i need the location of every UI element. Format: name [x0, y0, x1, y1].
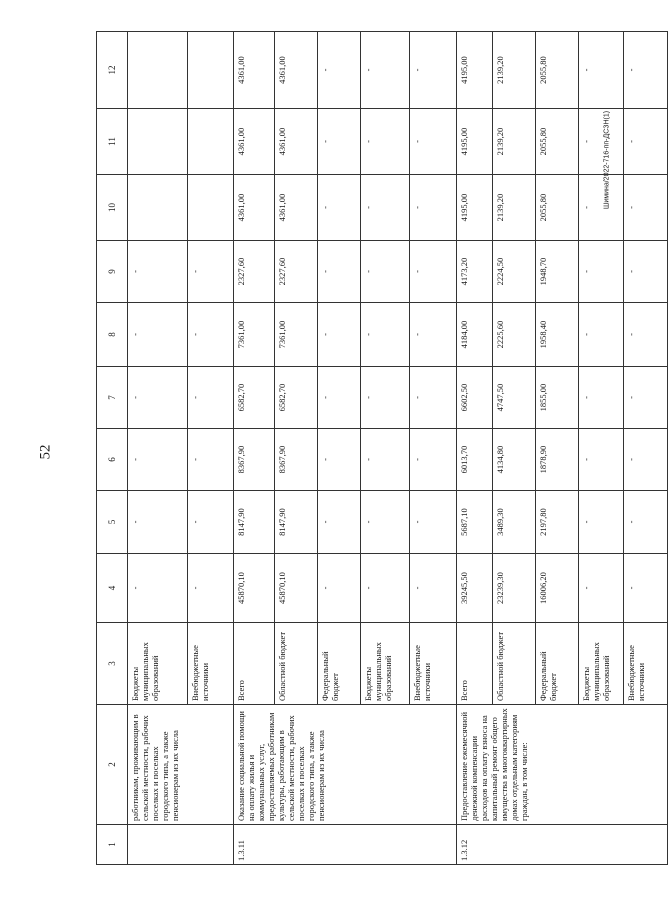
value-cell: - — [318, 109, 361, 175]
header-cell: 8 — [97, 303, 128, 367]
value-cell: - — [410, 241, 457, 303]
value-cell: - — [624, 554, 668, 623]
value-cell: - — [410, 109, 457, 175]
value-cell: - — [361, 429, 410, 491]
value-cell: - — [624, 109, 668, 175]
value-cell: 4173,20 — [457, 241, 493, 303]
value-cell: - — [361, 109, 410, 175]
value-cell — [188, 175, 234, 241]
value-cell: - — [624, 303, 668, 367]
value-cell: - — [410, 429, 457, 491]
table-row — [457, 32, 493, 865]
value-cell: 45870,10 — [275, 554, 318, 623]
value-cell: - — [624, 32, 668, 109]
value-cell: - — [188, 491, 234, 554]
value-cell: 4361,00 — [275, 175, 318, 241]
value-cell: 4184,00 — [457, 303, 493, 367]
value-cell: 2224,50 — [493, 241, 536, 303]
value-cell: - — [579, 491, 624, 554]
item-number-cell: 1.3.12 — [457, 825, 668, 865]
value-cell: 6013,70 — [457, 429, 493, 491]
value-cell: 7361,00 — [234, 303, 275, 367]
value-cell: - — [188, 303, 234, 367]
item-number-cell: 1.3.11 — [234, 825, 457, 865]
funding-source-cell: Всего — [234, 623, 275, 705]
value-cell: - — [361, 32, 410, 109]
funding-source-cell: Федеральный бюджет — [536, 623, 579, 705]
value-cell: - — [361, 554, 410, 623]
document-code: Шимина/2022-716-пп-ДСЗН(1) — [603, 110, 611, 210]
table-row — [234, 32, 275, 865]
funding-source-cell: Бюджеты муниципальных образований — [579, 623, 624, 705]
value-cell: - — [318, 32, 361, 109]
value-cell: - — [410, 303, 457, 367]
header-cell: 12 — [97, 32, 128, 109]
funding-source-cell: Внебюджетные источники — [624, 623, 668, 705]
value-cell: 45870,10 — [234, 554, 275, 623]
value-cell: 4361,00 — [275, 109, 318, 175]
value-cell: - — [410, 491, 457, 554]
value-cell: 1948,70 — [536, 241, 579, 303]
value-cell: - — [410, 554, 457, 623]
value-cell: - — [579, 109, 624, 175]
value-cell: 4195,00 — [457, 32, 493, 109]
value-cell: 5687,10 — [457, 491, 493, 554]
item-description-cell: Оказание социальной помощи на оплату жилья и коммунальных услуг, предоставляемых работникам культуры, работающим в сельской местности, рабочих поселках и поселках городского типа, а также пенсионерам из их числа — [234, 705, 457, 825]
value-cell: 1878,90 — [536, 429, 579, 491]
value-cell: - — [318, 367, 361, 429]
value-cell — [128, 32, 188, 109]
value-cell — [188, 109, 234, 175]
value-cell: 39245,50 — [457, 554, 493, 623]
header-cell: 9 — [97, 241, 128, 303]
value-cell: 16006,20 — [536, 554, 579, 623]
value-cell: 2139,20 — [493, 32, 536, 109]
value-cell: 1855,00 — [536, 367, 579, 429]
value-cell: - — [318, 303, 361, 367]
header-cell: 11 — [97, 109, 128, 175]
value-cell: - — [361, 241, 410, 303]
value-cell — [128, 109, 188, 175]
value-cell: - — [128, 303, 188, 367]
page-number: 52 — [37, 444, 54, 460]
value-cell: - — [361, 491, 410, 554]
value-cell: 2055,80 — [536, 32, 579, 109]
value-cell: - — [579, 303, 624, 367]
value-cell: 4361,00 — [234, 109, 275, 175]
value-cell: - — [410, 32, 457, 109]
value-cell: 23239,30 — [493, 554, 536, 623]
value-cell: 4747,50 — [493, 367, 536, 429]
value-cell: - — [624, 429, 668, 491]
value-cell: 4195,00 — [457, 109, 493, 175]
funding-source-cell: Областной бюджет — [493, 623, 536, 705]
item-description-cell: Предоставление ежемесячной денежной компенсации расходов на оплату взноса на капитальный ремонт общего имущества в многоквартирных домах отдельным категориям граждан, в том числе: — [457, 705, 668, 825]
header-cell: 2 — [97, 705, 128, 825]
header-cell: 4 — [97, 554, 128, 623]
header-cell: 5 — [97, 491, 128, 554]
header-cell: 6 — [97, 429, 128, 491]
value-cell: - — [579, 367, 624, 429]
value-cell: - — [318, 491, 361, 554]
funding-source-cell: Бюджеты муниципальных образований — [361, 623, 410, 705]
value-cell: - — [318, 241, 361, 303]
value-cell: - — [361, 175, 410, 241]
funding-source-cell: Внебюджетные источники — [410, 623, 457, 705]
value-cell: 4195,00 — [457, 175, 493, 241]
value-cell: 2225,60 — [493, 303, 536, 367]
value-cell: - — [318, 554, 361, 623]
header-cell: 10 — [97, 175, 128, 241]
value-cell: - — [624, 175, 668, 241]
value-cell: 8367,90 — [234, 429, 275, 491]
value-cell: - — [128, 367, 188, 429]
value-cell: - — [579, 241, 624, 303]
value-cell — [128, 175, 188, 241]
value-cell: - — [128, 241, 188, 303]
table-row — [128, 32, 188, 865]
table-body — [97, 32, 668, 865]
value-cell: 2055,80 — [536, 109, 579, 175]
value-cell: 4361,00 — [234, 32, 275, 109]
value-cell: 6602,50 — [457, 367, 493, 429]
value-cell: - — [624, 367, 668, 429]
value-cell: - — [128, 429, 188, 491]
value-cell: 4134,80 — [493, 429, 536, 491]
funding-source-cell: Внебюджетные источники — [188, 623, 234, 705]
header-cell: 7 — [97, 367, 128, 429]
value-cell: - — [188, 554, 234, 623]
value-cell: 4361,00 — [275, 32, 318, 109]
value-cell: 2327,60 — [275, 241, 318, 303]
value-cell: - — [624, 241, 668, 303]
value-cell: 8147,90 — [234, 491, 275, 554]
funding-source-cell: Областной бюджет — [275, 623, 318, 705]
value-cell: - — [188, 241, 234, 303]
value-cell: 2055,80 — [536, 175, 579, 241]
value-cell: 7361,00 — [275, 303, 318, 367]
value-cell: 2197,80 — [536, 491, 579, 554]
value-cell: 6582,70 — [234, 367, 275, 429]
value-cell: - — [318, 429, 361, 491]
value-cell: 2139,20 — [493, 175, 536, 241]
funding-source-cell: Всего — [457, 623, 493, 705]
budget-table — [96, 31, 668, 865]
value-cell: 2327,60 — [234, 241, 275, 303]
value-cell: 2139,20 — [493, 109, 536, 175]
value-cell: 1958,40 — [536, 303, 579, 367]
value-cell: - — [410, 175, 457, 241]
header-row — [97, 32, 128, 865]
item-number-cell — [128, 825, 234, 865]
funding-source-cell: Федеральный бюджет — [318, 623, 361, 705]
header-cell: 3 — [97, 623, 128, 705]
value-cell: - — [579, 554, 624, 623]
value-cell: - — [579, 175, 624, 241]
value-cell: - — [361, 367, 410, 429]
value-cell: - — [318, 175, 361, 241]
value-cell: - — [410, 367, 457, 429]
item-description-cell: работникам, проживающим в сельской местности, рабочих поселках и поселках городского типа, а также пенсионерам из их числа — [128, 705, 234, 825]
value-cell: - — [128, 554, 188, 623]
value-cell: - — [188, 367, 234, 429]
value-cell: - — [624, 491, 668, 554]
value-cell: - — [579, 32, 624, 109]
header-cell: 1 — [97, 825, 128, 865]
value-cell: 3489,30 — [493, 491, 536, 554]
value-cell: 8147,90 — [275, 491, 318, 554]
funding-source-cell: Бюджеты муниципальных образований — [128, 623, 188, 705]
value-cell: 4361,00 — [234, 175, 275, 241]
value-cell: - — [579, 429, 624, 491]
value-cell: - — [188, 429, 234, 491]
value-cell: 6582,70 — [275, 367, 318, 429]
value-cell: - — [128, 491, 188, 554]
value-cell: 8367,90 — [275, 429, 318, 491]
value-cell: - — [361, 303, 410, 367]
value-cell — [188, 32, 234, 109]
